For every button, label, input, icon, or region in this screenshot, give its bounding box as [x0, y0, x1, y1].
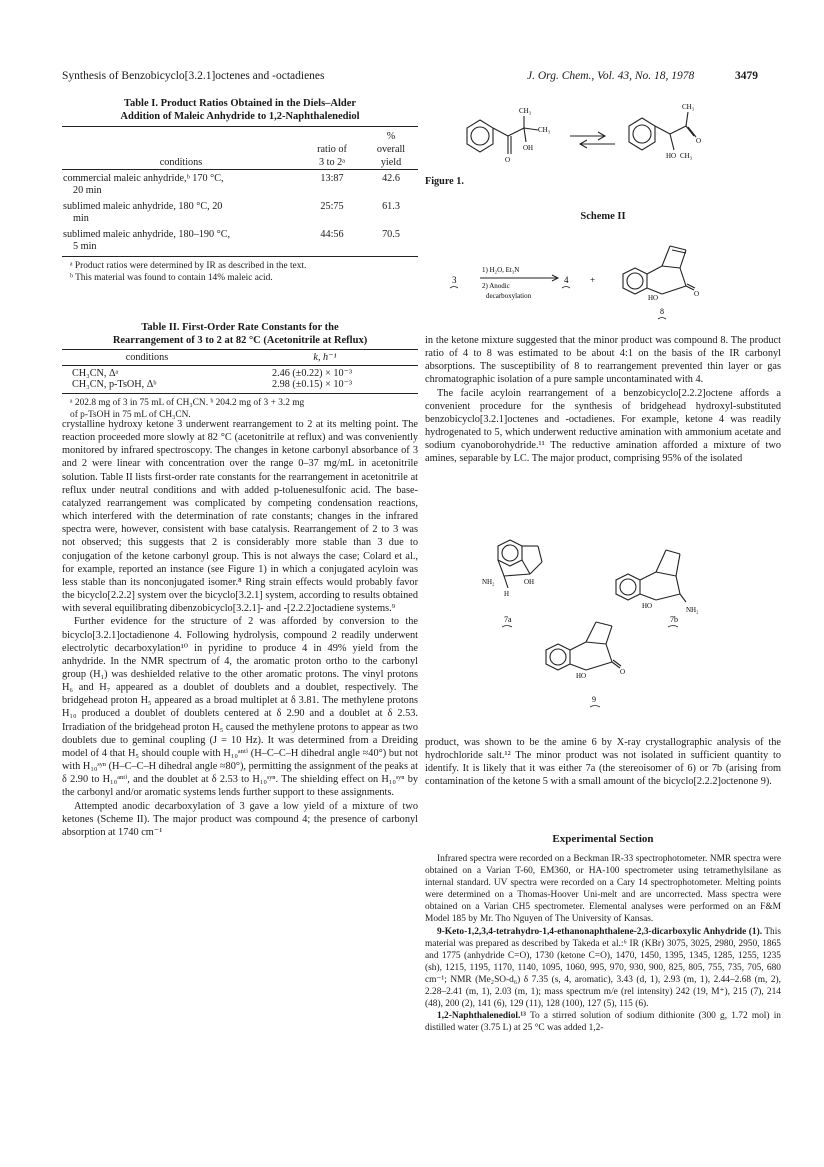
- svg-text:7a: 7a: [504, 615, 512, 624]
- structures-7a-7b-9: [480, 532, 730, 722]
- svg-text:9: 9: [592, 695, 596, 704]
- paragraph: 9-Keto-1,2,3,4-tetrahydro-1,4-ethanonaphthalene-2,3-dicarboxylic Anhydride (1). This material was prepared as described by Takeda et al.:⁶ IR (KBr) 3075, 3025, 2980, 2950, 1865 and 1775 (anhydride C=O), 1730 (ketone C=O), 1470, 1450, 1395, 1345, 1285, 1255, 1235 (sh), 1215, 1195, 1170, 1140, 1095, 1060, 995, 970, 930, 900, 825, 805, 755, 735, 705, 680 cm⁻¹; NMR (Me₂SO-d₆) δ 7.35 (s, 4, aromatic), 3.43 (d, 1), 2.93 (m, 1), 2.44–2.68 (m, 2), 2.28–2.41 (m, 1), 2.03 (m, 1); mass spectrum m/e (rel intensity) 242 (19, M⁺), 215 (7), 214 (48), 200 (2), 141 (6), 129 (11), 128 (100), 127 (5), 115 (6).: [425, 926, 782, 1010]
- svg-text:3: 3: [452, 275, 457, 285]
- svg-text:NH₂: NH₂: [686, 606, 699, 614]
- table-row: CH₃CN, Δᵃ 2.46 (±0.22) × 10⁻³: [72, 368, 353, 379]
- svg-text:O: O: [696, 137, 702, 145]
- scheme-2-structures: [440, 228, 740, 323]
- svg-text:1) H₂O, Et₃N: 1) H₂O, Et₃N: [482, 266, 520, 274]
- experimental-heading: Experimental Section: [552, 833, 654, 845]
- paragraph: crystalline hydroxy ketone 3 underwent rearrangement to 2 at its melting point. The reaction proceeded more slowly at 82 °C (acetonitrile at reflux) and was conveniently monitored by infrared spectroscopy. The changes in ketone carbonyl absorbance of 3 and 2 were linear with concentration over the range 0–37 mg/mL in acetonitrile solution. Table II lists first-order rate constants for the rearrangement in acetonitrile at reflux under neutral conditions and with added p-toluenesulfonic acid. The base-catalyzed rearrangement was complicated by competing condensation reactions, which interfered with the determination of rate constants; changes in the infrared spectra were, however, consistent with base catalysis. Rearrangement of 2 to 3 was not observed; this suggests that 2 is considerably more stable than 3 due to conjugation of the ketone carbonyl group. This is not always the case; Colard et al., for example, reported an instance (see Figure 1) in which a conjugated acyloin was less stable than its nonconjugated isomer.⁸ Ring strain effects would probably favor the bicyclo[2.2.2] system over the bicyclo[3.2.1] system, according to results obtained with several equilibrating dibenzobicyclo[3.2.1]- and -[2.2.2]octadiene systems.⁹: [62, 419, 418, 615]
- table-row: sublimed maleic anhydride, 180 °C, 20 min 25:75 61.3: [63, 201, 400, 224]
- svg-text:decarboxylation: decarboxylation: [486, 292, 532, 300]
- svg-text:CH₃: CH₃: [538, 126, 551, 134]
- paragraph: in the ketone mixture suggested that the minor product was compound 8. The product ratio of 4 to 8 was estimated to be about 4:1 on the basis of the IR carbonyl absorptions. The susceptibility of 8 to rearrangement prevented thin layer or gas chromatographic isolation of a pure sample uncontaminated with 4.: [425, 335, 781, 386]
- svg-text:NH₂: NH₂: [482, 578, 495, 586]
- paragraph: Attempted anodic decarboxylation of 3 gave a low yield of a mixture of two ketones (Scheme II). The major product was compound 4; the presence of carbonyl absorption at 1740 cm⁻¹: [62, 800, 418, 838]
- svg-text:CH₃: CH₃: [680, 152, 693, 160]
- left-column-text: [62, 418, 418, 839]
- svg-text:OH: OH: [523, 144, 534, 152]
- table-2: [62, 321, 418, 421]
- paragraph: 1,2-Naphthalenediol.¹³ To a stirred solution of sodium dithionite (300 g, 1.72 mol) in distilled water (3.75 L) at 25 °C was added 1,2-: [425, 1011, 781, 1034]
- table-row: sublimed maleic anhydride, 180–190 °C, 5 min 44:56 70.5: [62, 226, 418, 257]
- figure-1-caption: Figure 1.: [425, 176, 464, 187]
- ch3-label: CH₃: [519, 107, 532, 115]
- svg-text:H: H: [504, 590, 510, 598]
- table-2-title: Table II. First-Order Rate Constants for the Rearrangement of 3 to 2 at 82 °C (Acetonitrile at Reflux): [112, 322, 368, 346]
- svg-text:4: 4: [564, 275, 569, 285]
- svg-text:8: 8: [660, 307, 664, 316]
- table-1-footnotes: ᵃ Product ratios were determined by IR as described in the text. ᵇ This material was found to contain 14% maleic acid.: [70, 261, 307, 283]
- table-row: CH₃CN, p-TsOH, Δᵇ 2.98 (±0.15) × 10⁻³: [62, 379, 418, 394]
- svg-text:O: O: [505, 156, 511, 164]
- right-column-text-2: [425, 736, 781, 789]
- scheme-2-title: Scheme II: [580, 211, 626, 222]
- figure-1-structures: [430, 100, 770, 185]
- table-row: commercial maleic anhydride,ᵇ 170 °C, 20 min 13:87 42.6: [63, 173, 400, 196]
- table-2-footnotes: ᵃ 202.8 mg of 3 in 75 mL of CH₃CN. ᵇ 204.2 mg of 3 + 3.2 mg of p-TsOH in 75 mL of CH₃CN.: [70, 398, 305, 420]
- svg-text:OH: OH: [524, 578, 535, 586]
- paragraph: Further evidence for the structure of 2 was afforded by conversion to the bicyclo[3.2.1]octadienone 4. Following hydrolysis, compound 2 readily underwent electrolytic decarboxylation¹⁰ in pyridine to produce 4 in 49% yield from the anhydride. In the NMR spectrum of 4, the aromatic proton ortho to the carbonyl group (H₁) was deshielded relative to the other aromatic protons. The vinyl protons H₆ and H₇ appeared as a doublet of doublets and a doublet, respectively. The bridgehead proton H₅ appeared as a broad multiplet at δ 3.81. The methylene protons H₁₀ produced a doublet of doublets centered at δ 2.90 and a doublet at δ 2.53. Irradiation of the bridgehead proton H₅ caused the methylene protons to appear as two doublets due to geminal coupling (J = 10 Hz). It was determined from a Dreiding model of 4 that H₅ should couple with H₁₀ᵃⁿᵗⁱ (H–C–C–H dihedral angle ≈40°) but not with H₁₀ˢʸⁿ (H–C–C–H dihedral angle ≈80°), permitting the assignment of the peaks at δ 2.90 to H₁₀ᵃⁿᵗⁱ, and the doublet at δ 2.53 to H₁₀ˢʸⁿ. The shielding effect on H₁₀ˢʸⁿ by the carbonyl and/or aromatic systems lends further support to these assignments.: [62, 616, 418, 799]
- experimental-text: [425, 853, 781, 1034]
- svg-text:HO: HO: [576, 672, 587, 680]
- svg-text:HO: HO: [666, 152, 677, 160]
- svg-text:O: O: [620, 668, 626, 676]
- table-1-grid: % ratio of overall conditions 3 to 2ᵃ yield commercial maleic anhydride,ᵇ 170 °C, 20 min 13:87 42.6 sublimed maleic anhydride, 180 °C, 20 min 25:75 61.3 sublimed maleic anhydride, 180–190 °C, 5 min 44:56 70.5: [62, 126, 418, 257]
- page-number: 3479: [735, 70, 758, 82]
- journal-citation: J. Org. Chem., Vol. 43, No. 18, 1978: [527, 70, 695, 82]
- svg-text:CH₃: CH₃: [682, 103, 695, 111]
- svg-text:O: O: [694, 290, 700, 298]
- right-column-text-1: [425, 334, 781, 466]
- paragraph: Infrared spectra were recorded on a Beckman IR-33 spectrophotometer. NMR spectra were obtained on a Varian T-60, EM360, or HA-100 spectrometer using tetramethylsilane as internal standard. UV spectra were recorded on a Cary 14 spectrophotometer. Melting points were determined on a Thomas-Hoover Uni-melt and are uncorrected. Mass spectra were obtained on a Varian CH5 spectrometer. Elemental analyses were performed on an F&M Model 185 by Mr. Tho Nguyen of The University of Kansas.: [425, 854, 781, 925]
- svg-text:+: +: [590, 275, 596, 285]
- paragraph: product, was shown to be the amine 6 by X-ray crystallographic analysis of the hydrochloride salt.¹² The minor product was not isolated in sufficient quantity to identify. It is likely that it was either 7a (the stereoisomer of 6) or 7b (arising from contamination of the ketone 5 with a small amount of the bicyclo[2.2.2]octenone 9).: [425, 737, 781, 788]
- svg-text:2) Anodic: 2) Anodic: [482, 282, 510, 290]
- svg-text:HO: HO: [642, 602, 653, 610]
- svg-text:7b: 7b: [670, 615, 678, 624]
- svg-text:HO: HO: [648, 294, 659, 302]
- paragraph: The facile acyloin rearrangement of a benzobicyclo[2.2.2]octene affords a convenient procedure for the synthesis of bridgehead hydroxyl-substituted benzobicyclo[3.2.1]octenes and -octadienes. For example, ketone 4 was readily hydrogenated to 5, which underwent reductive amination with ammonium acetate and sodium cyanoborohydride.¹¹ The reductive amination afforded a mixture of two amines, separable by LC. The major product, comprising 95% of the isolated: [425, 387, 781, 465]
- table-1: [62, 97, 418, 284]
- table-1-title: Table I. Product Ratios Obtained in the Diels–Alder Addition of Maleic Anhydride to 1,2-Naphthalenediol: [120, 98, 360, 122]
- running-header: Synthesis of Benzobicyclo[3.2.1]octenes and -octadienes: [62, 70, 325, 82]
- table-2-grid: conditions k, h⁻¹ CH₃CN, Δᵃ 2.46 (±0.22) × 10⁻³ CH₃CN, p-TsOH, Δᵇ 2.98 (±0.15) × 10⁻³: [62, 349, 418, 394]
